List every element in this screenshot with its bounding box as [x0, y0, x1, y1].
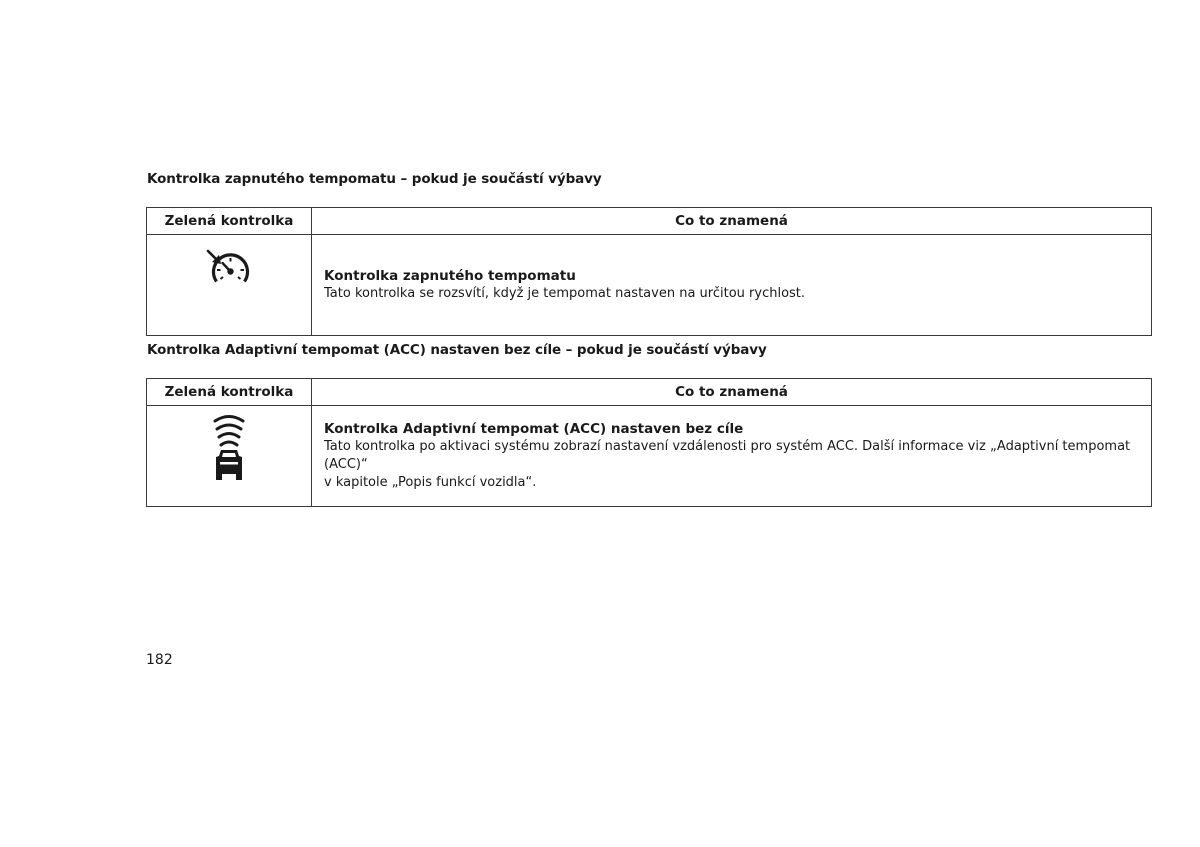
column-header-green-light: Zelená kontrolka: [147, 379, 312, 406]
section-heading-cruise-control: Kontrolka zapnutého tempomatu – pokud je součástí výbavy: [147, 171, 602, 187]
acc-table: [146, 378, 1152, 507]
description-text-line-2: v kapitole „Popis funkcí vozidla“.: [324, 475, 537, 490]
icon-cell: [147, 406, 312, 507]
cruise-control-table: [146, 207, 1152, 336]
table-row: [147, 406, 1152, 507]
section-heading-acc: Kontrolka Adaptivní tempomat (ACC) nastaven bez cíle – pokud je součástí výbavy: [147, 342, 767, 358]
description-cell: [312, 235, 1152, 336]
description-title: Kontrolka zapnutého tempomatu: [324, 268, 576, 284]
description-cell: [312, 406, 1152, 507]
icon-cell: [147, 235, 312, 336]
column-header-green-light: Zelená kontrolka: [147, 208, 312, 235]
table-header-row: [147, 379, 1152, 406]
acc-vehicle-radar-icon: [209, 410, 249, 482]
table-header-row: [147, 208, 1152, 235]
table-row: [147, 235, 1152, 336]
description-text: Tato kontrolka se rozsvítí, když je tempomat nastaven na určitou rychlost.: [324, 286, 806, 301]
column-header-meaning: Co to znamená: [312, 208, 1152, 235]
description-title: Kontrolka Adaptivní tempomat (ACC) nastaven bez cíle: [324, 421, 744, 437]
cruise-control-speedometer-icon: [201, 247, 257, 297]
description-text-line-1: Tato kontrolka po aktivaci systému zobrazí nastavení vzdálenosti pro systém ACC. Další informace viz „Adaptivní tempomat (ACC)“: [324, 439, 1131, 472]
column-header-meaning: Co to znamená: [312, 379, 1152, 406]
page-number: 182: [146, 652, 173, 668]
